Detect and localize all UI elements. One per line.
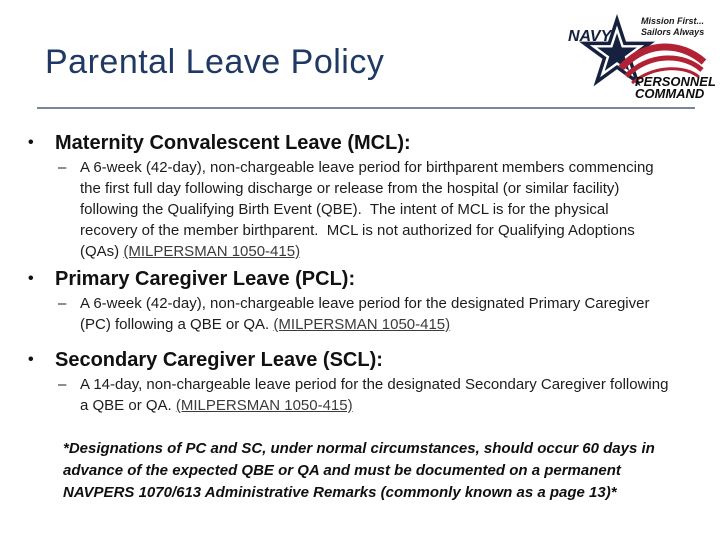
sub-bullet-text-pcl bbox=[80, 293, 680, 335]
bullet-heading-pcl: Primary Caregiver Leave (PCL): bbox=[55, 268, 356, 290]
logo-command-line1: PERSONNEL bbox=[635, 74, 715, 89]
designation-footnote: *Designations of PC and SC, under normal circumstances, should occur 60 days in advance of the expected QBE or QA and must be documented on a permanent NAVPERS 1070/613 Administrative Remarks (commonly known as a page 13)* bbox=[63, 440, 659, 501]
page-title: Parental Leave Policy bbox=[45, 43, 385, 81]
sub-bullet-mcl bbox=[58, 157, 670, 262]
bullet-item-pcl bbox=[28, 266, 355, 292]
mcl-body-text: A 6-week (42-day), non-chargeable leave period for birthparent members commencing the first full day following discharge or release from the hospital (or similar facility) following the Qualifying Birth Event (QBE). The intent of MCL is for the physical recovery of the member birthparent. MCL is not authorized for Qualifying Adoptions (QAs) bbox=[80, 159, 658, 260]
scl-body-text: A 14-day, non-chargeable leave period for the designated Secondary Caregiver following a QBE or QA. bbox=[80, 376, 673, 414]
pcl-body-text: A 6-week (42-day), non-chargeable leave period for the designated Primary Caregiver (PC) following a QBE or QA. bbox=[80, 295, 654, 333]
sub-bullet-text-mcl bbox=[80, 157, 670, 262]
bullet-dot: • bbox=[28, 351, 34, 368]
dash-marker: – bbox=[58, 159, 67, 176]
logo-tagline-line1: Mission First... bbox=[641, 16, 705, 26]
bullet-heading-mcl: Maternity Convalescent Leave (MCL): bbox=[55, 132, 411, 154]
bullet-dot: • bbox=[28, 270, 34, 287]
logo-tagline-line2: Sailors Always bbox=[641, 27, 705, 37]
bullet-heading-scl: Secondary Caregiver Leave (SCL): bbox=[55, 349, 383, 371]
sub-bullet-scl bbox=[58, 374, 680, 416]
sub-bullet-text-scl bbox=[80, 374, 680, 416]
bullet-item-scl bbox=[28, 347, 383, 373]
dash-marker: – bbox=[58, 295, 67, 312]
milpersman-link-mcl[interactable]: (MILPERSMAN 1050-415) bbox=[123, 243, 301, 260]
milpersman-link-scl[interactable]: (MILPERSMAN 1050-415) bbox=[175, 397, 353, 414]
logo-navy-text: NAVY bbox=[568, 28, 612, 45]
dash-marker: – bbox=[58, 376, 67, 393]
bullet-item-mcl bbox=[28, 130, 411, 156]
logo-command-line2: COMMAND bbox=[635, 86, 705, 100]
sub-bullet-pcl bbox=[58, 293, 680, 335]
bullet-dot: • bbox=[28, 134, 34, 151]
milpersman-link-pcl[interactable]: (MILPERSMAN 1050-415) bbox=[273, 316, 451, 333]
